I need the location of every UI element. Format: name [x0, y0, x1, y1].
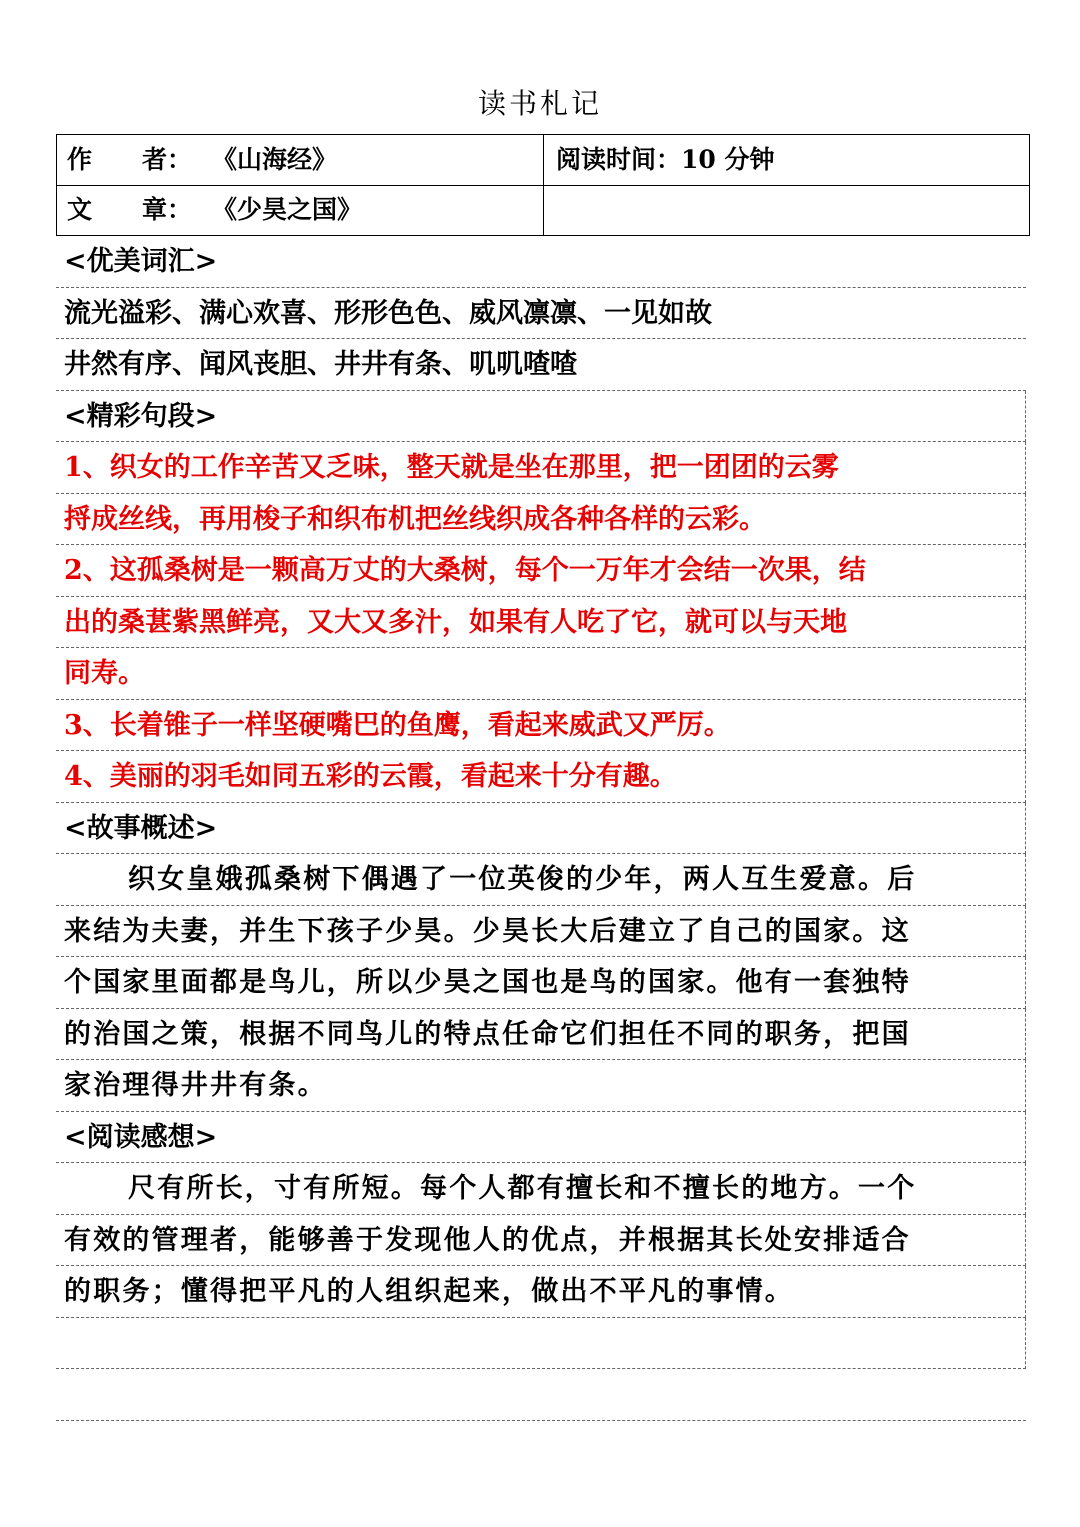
author-label: 作 者： [67, 145, 193, 174]
sentence-line: 出的桑葚紫黑鲜亮，又大又多汁，如果有人吃了它，就可以与天地 [56, 597, 1026, 649]
reading-time-label: 阅读时间： [556, 145, 682, 174]
article-label: 文 章： [67, 195, 193, 224]
thoughts-line: 尺有所长，寸有所短。每个人都有擅长和不擅长的地方。一个 [56, 1163, 1026, 1215]
reading-time-cell [543, 135, 1023, 185]
info-row-author [57, 135, 1029, 186]
article-cell [67, 185, 537, 235]
article-value: 《少昊之国》 [212, 195, 363, 224]
info-row-article [57, 185, 1029, 235]
thoughts-line: 有效的管理者，能够善于发现他人的优点，并根据其长处安排适合 [56, 1215, 1026, 1267]
author-cell [67, 135, 537, 185]
author-value: 《山海经》 [212, 145, 338, 174]
story-heading: <故事概述> [56, 803, 1026, 855]
page-title: 读书札记 [477, 87, 602, 120]
sentence-line: 3、长着锥子一样坚硬嘴巴的鱼鹰，看起来威武又严厉。 [56, 700, 1026, 752]
info-table [56, 134, 1030, 236]
vocab-line: 流光溢彩、满心欢喜、形形色色、威风凛凛、一见如故 [56, 288, 1026, 340]
vocab-line: 井然有序、闻风丧胆、井井有条、叽叽喳喳 [56, 339, 1026, 391]
sentence-line: 4、美丽的羽毛如同五彩的云霞，看起来十分有趣。 [56, 751, 1026, 803]
blank-line [56, 1318, 1026, 1370]
sentence-line: 1、织女的工作辛苦又乏味，整天就是坐在那里，把一团团的云雾 [56, 442, 1026, 494]
story-line: 的治国之策，根据不同鸟儿的特点任命它们担任不同的职务，把国 [56, 1009, 1026, 1061]
bottom-divider [56, 1420, 1026, 1421]
sentence-line: 捋成丝线，再用梭子和织布机把丝线织成各种各样的云彩。 [56, 494, 1026, 546]
notes-body [56, 236, 1026, 1369]
sentence-line: 同寿。 [56, 648, 1026, 700]
story-line: 个国家里面都是鸟儿，所以少昊之国也是鸟的国家。他有一套独特 [56, 957, 1026, 1009]
thoughts-heading: <阅读感想> [56, 1112, 1026, 1164]
sentence-line: 2、这孤桑树是一颗高万丈的大桑树，每个一万年才会结一次果，结 [56, 545, 1026, 597]
story-line: 来结为夫妻，并生下孩子少昊。少昊长大后建立了自己的国家。这 [56, 906, 1026, 958]
reading-time-value: 10 分钟 [681, 145, 775, 174]
vocab-heading: <优美词汇> [56, 236, 1026, 288]
story-line: 家治理得井井有条。 [56, 1060, 1026, 1112]
sentences-heading: <精彩句段> [56, 391, 1026, 443]
empty-cell [543, 185, 1023, 235]
thoughts-line: 的职务；懂得把平凡的人组织起来，做出不平凡的事情。 [56, 1266, 1026, 1318]
story-line: 织女皇娥孤桑树下偶遇了一位英俊的少年，两人互生爱意。后 [56, 854, 1026, 906]
